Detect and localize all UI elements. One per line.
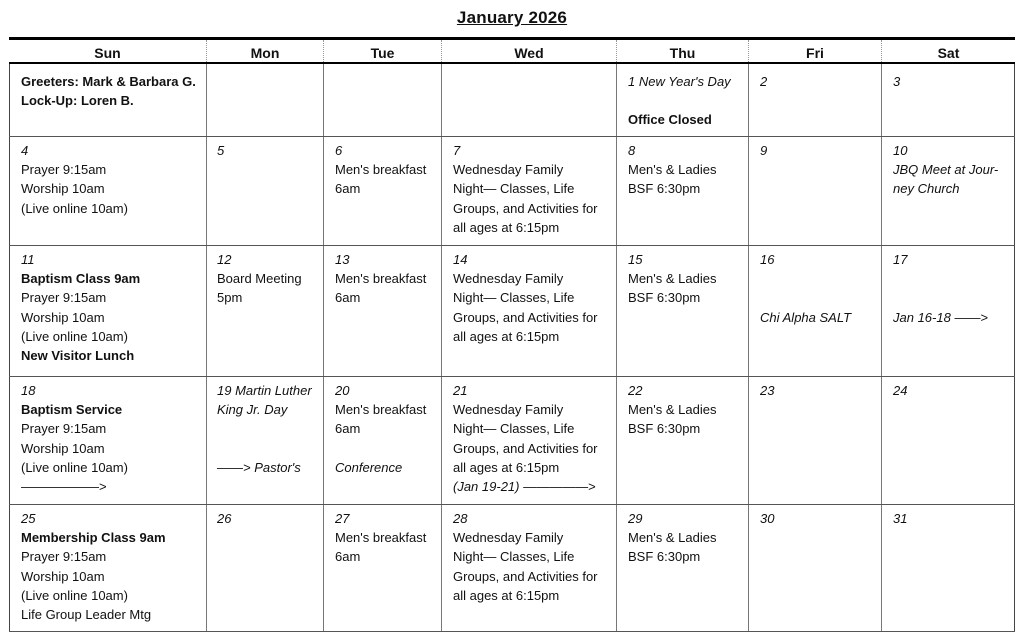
event-text: Conference bbox=[335, 459, 403, 475]
event-text: Worship 10am bbox=[21, 568, 105, 584]
day-number: 26 bbox=[217, 511, 232, 526]
event-text: 6am bbox=[335, 181, 361, 197]
lockup-text: Lock-Up: Loren B. bbox=[21, 93, 134, 109]
event-text: Night— Classes, Life bbox=[453, 181, 575, 197]
day-cell-4 bbox=[9, 137, 206, 245]
day-cell-9 bbox=[748, 137, 881, 245]
event-text: Men's breakfast bbox=[335, 162, 427, 178]
event-text: Life Group Leader Mtg bbox=[21, 607, 152, 623]
weekday-header-mon: Mon bbox=[206, 40, 323, 62]
event-text bbox=[453, 477, 610, 496]
week-row-5 bbox=[9, 505, 1015, 632]
day-number: 10 bbox=[893, 143, 908, 158]
day-cell-28 bbox=[441, 505, 616, 631]
day-number: 17 bbox=[893, 252, 908, 267]
weekday-header-thu: Thu bbox=[616, 40, 748, 62]
continuation-arrow: ——> bbox=[954, 309, 989, 325]
day-number: 20 bbox=[335, 383, 350, 398]
event-text: Groups, and Activities for bbox=[453, 309, 598, 325]
event-text: Wednesday Family bbox=[453, 530, 564, 546]
event-text: Board Meeting bbox=[217, 271, 302, 287]
day-cell-12 bbox=[206, 246, 323, 376]
event-text: 6am bbox=[335, 421, 361, 437]
day-number: 3 bbox=[893, 74, 901, 89]
event-text: Men's & Ladies bbox=[628, 271, 717, 287]
day-cell-17 bbox=[881, 246, 1015, 376]
event-text: (Live online 10am) bbox=[21, 200, 128, 216]
event-date-range: Jan 16-18 bbox=[893, 309, 951, 325]
weekday-header-sun: Sun bbox=[94, 45, 121, 61]
event-text: all ages at 6:15pm bbox=[453, 219, 560, 235]
event-text: Prayer 9:15am bbox=[21, 549, 107, 565]
event-text-bold: Membership Class 9am bbox=[21, 530, 166, 546]
event-text: (Live online 10am) bbox=[21, 459, 128, 475]
event-text: JBQ Meet at Jour- bbox=[893, 162, 999, 178]
event-text: Prayer 9:15am bbox=[21, 162, 107, 178]
event-text: Worship 10am bbox=[21, 309, 105, 325]
event-text: Men's breakfast bbox=[335, 402, 427, 418]
day-cell-6 bbox=[323, 137, 441, 245]
day-number: 9 bbox=[760, 143, 768, 158]
event-text: Night— Classes, Life bbox=[453, 549, 575, 565]
day-cell-10 bbox=[881, 137, 1015, 245]
weekday-header-fri: Fri bbox=[748, 40, 881, 62]
event-text: BSF 6:30pm bbox=[628, 290, 701, 306]
day-number: 11 bbox=[21, 252, 35, 267]
day-cell-27 bbox=[323, 505, 441, 631]
event-text: Groups, and Activities for bbox=[453, 440, 598, 456]
event-text: ——> Pastor's bbox=[217, 459, 301, 475]
event-text: (Live online 10am) bbox=[21, 328, 128, 344]
day-number: 27 bbox=[335, 511, 350, 526]
page-title: January 2026 bbox=[456, 8, 568, 27]
day-cell-11 bbox=[9, 246, 206, 376]
event-text: (Live online 10am) bbox=[21, 587, 128, 603]
day-number: 14 bbox=[453, 252, 468, 267]
event-text-bold: Baptism Service bbox=[21, 402, 123, 418]
event-text: Chi Alpha SALT bbox=[760, 309, 852, 325]
day-number: 2 bbox=[760, 74, 768, 89]
event-text: BSF 6:30pm bbox=[628, 549, 701, 565]
day-cell-22 bbox=[616, 377, 748, 504]
day-number: 18 bbox=[21, 383, 36, 398]
event-text: all ages at 6:15pm bbox=[453, 459, 560, 475]
event-text: Prayer 9:15am bbox=[21, 290, 107, 306]
weekday-header-sat: Sat bbox=[881, 40, 1015, 62]
event-text: ney Church bbox=[893, 181, 960, 197]
day-cell-empty-sun bbox=[9, 64, 206, 136]
calendar-grid bbox=[9, 37, 1015, 632]
day-cell-empty bbox=[206, 64, 323, 136]
weekday-header-tue: Tue bbox=[323, 40, 441, 62]
day-number: 6 bbox=[335, 143, 343, 158]
week-row-1 bbox=[9, 64, 1015, 137]
day-number: 4 bbox=[21, 143, 29, 158]
day-number: 29 bbox=[628, 511, 643, 526]
day-number: 15 bbox=[628, 252, 643, 267]
day-cell-21 bbox=[441, 377, 616, 504]
day-cell-2 bbox=[748, 64, 881, 136]
day-number: 5 bbox=[217, 143, 225, 158]
office-closed-text: Office Closed bbox=[628, 112, 712, 128]
day-cell-26 bbox=[206, 505, 323, 631]
day-cell-empty bbox=[441, 64, 616, 136]
event-text: Wednesday Family bbox=[453, 402, 564, 418]
event-text: 5pm bbox=[217, 290, 243, 306]
week-row-4 bbox=[9, 377, 1015, 505]
day-number: 25 bbox=[21, 511, 36, 526]
event-text: Worship 10am bbox=[21, 181, 105, 197]
event-text: Men's breakfast bbox=[335, 271, 427, 287]
day-cell-24 bbox=[881, 377, 1015, 504]
event-text: all ages at 6:15pm bbox=[453, 328, 560, 344]
day-cell-20 bbox=[323, 377, 441, 504]
day-number: 7 bbox=[453, 143, 461, 158]
day-number: 23 bbox=[760, 383, 775, 398]
event-text-bold: Baptism Class 9am bbox=[21, 271, 141, 287]
day-number: 22 bbox=[628, 383, 643, 398]
day-number: 28 bbox=[453, 511, 468, 526]
event-text: Groups, and Activities for bbox=[453, 568, 598, 584]
day-cell-18 bbox=[9, 377, 206, 504]
day-cell-empty bbox=[323, 64, 441, 136]
event-text: Worship 10am bbox=[21, 440, 105, 456]
day-number: 30 bbox=[760, 511, 775, 526]
day-cell-8 bbox=[616, 137, 748, 245]
week-row-3 bbox=[9, 246, 1015, 377]
day-number: 31 bbox=[893, 511, 908, 526]
day-number: 16 bbox=[760, 252, 775, 267]
event-text: Groups, and Activities for bbox=[453, 200, 598, 216]
day-cell-30 bbox=[748, 505, 881, 631]
day-number-holiday: 1 New Year's Day bbox=[628, 74, 731, 89]
day-number: 8 bbox=[628, 143, 636, 158]
event-text: Men's & Ladies bbox=[628, 530, 717, 546]
continuation-arrow: ——————> bbox=[21, 479, 107, 495]
day-cell-13 bbox=[323, 246, 441, 376]
day-number-holiday: 19 Martin Luther bbox=[217, 383, 312, 398]
event-text: Wednesday Family bbox=[453, 271, 564, 287]
day-cell-15 bbox=[616, 246, 748, 376]
event-text: Men's breakfast bbox=[335, 530, 427, 546]
event-text: BSF 6:30pm bbox=[628, 421, 701, 437]
day-cell-14 bbox=[441, 246, 616, 376]
event-text: Prayer 9:15am bbox=[21, 421, 107, 437]
event-text bbox=[893, 308, 1008, 327]
weekday-header-row bbox=[9, 40, 1015, 64]
day-cell-7 bbox=[441, 137, 616, 245]
weekday-header-wed: Wed bbox=[441, 40, 616, 62]
event-text: 6am bbox=[335, 549, 361, 565]
day-cell-23 bbox=[748, 377, 881, 504]
day-number: 21 bbox=[453, 383, 468, 398]
event-text-bold: New Visitor Lunch bbox=[21, 348, 135, 364]
day-cell-1 bbox=[616, 64, 748, 136]
event-text: Men's & Ladies bbox=[628, 402, 717, 418]
event-text: 6am bbox=[335, 290, 361, 306]
day-number: 13 bbox=[335, 252, 350, 267]
greeters-text: Greeters: Mark & Barbara G. bbox=[21, 74, 196, 89]
day-cell-16 bbox=[748, 246, 881, 376]
day-cell-25 bbox=[9, 505, 206, 631]
week-row-2 bbox=[9, 137, 1015, 246]
event-text: Night— Classes, Life bbox=[453, 290, 575, 306]
day-cell-31 bbox=[881, 505, 1015, 631]
day-cell-29 bbox=[616, 505, 748, 631]
event-text: BSF 6:30pm bbox=[628, 181, 701, 197]
day-cell-5 bbox=[206, 137, 323, 245]
event-date-range: (Jan 19-21) bbox=[453, 479, 520, 495]
day-cell-19 bbox=[206, 377, 323, 504]
day-number: 12 bbox=[217, 252, 232, 267]
event-text: all ages at 6:15pm bbox=[453, 587, 560, 603]
event-text: Men's & Ladies bbox=[628, 162, 717, 178]
day-cell-3 bbox=[881, 64, 1015, 136]
event-text: Wednesday Family bbox=[453, 162, 564, 178]
event-text: King Jr. Day bbox=[217, 402, 288, 418]
event-text: Night— Classes, Life bbox=[453, 421, 575, 437]
day-number: 24 bbox=[893, 383, 908, 398]
continuation-arrow: —————> bbox=[523, 479, 596, 495]
